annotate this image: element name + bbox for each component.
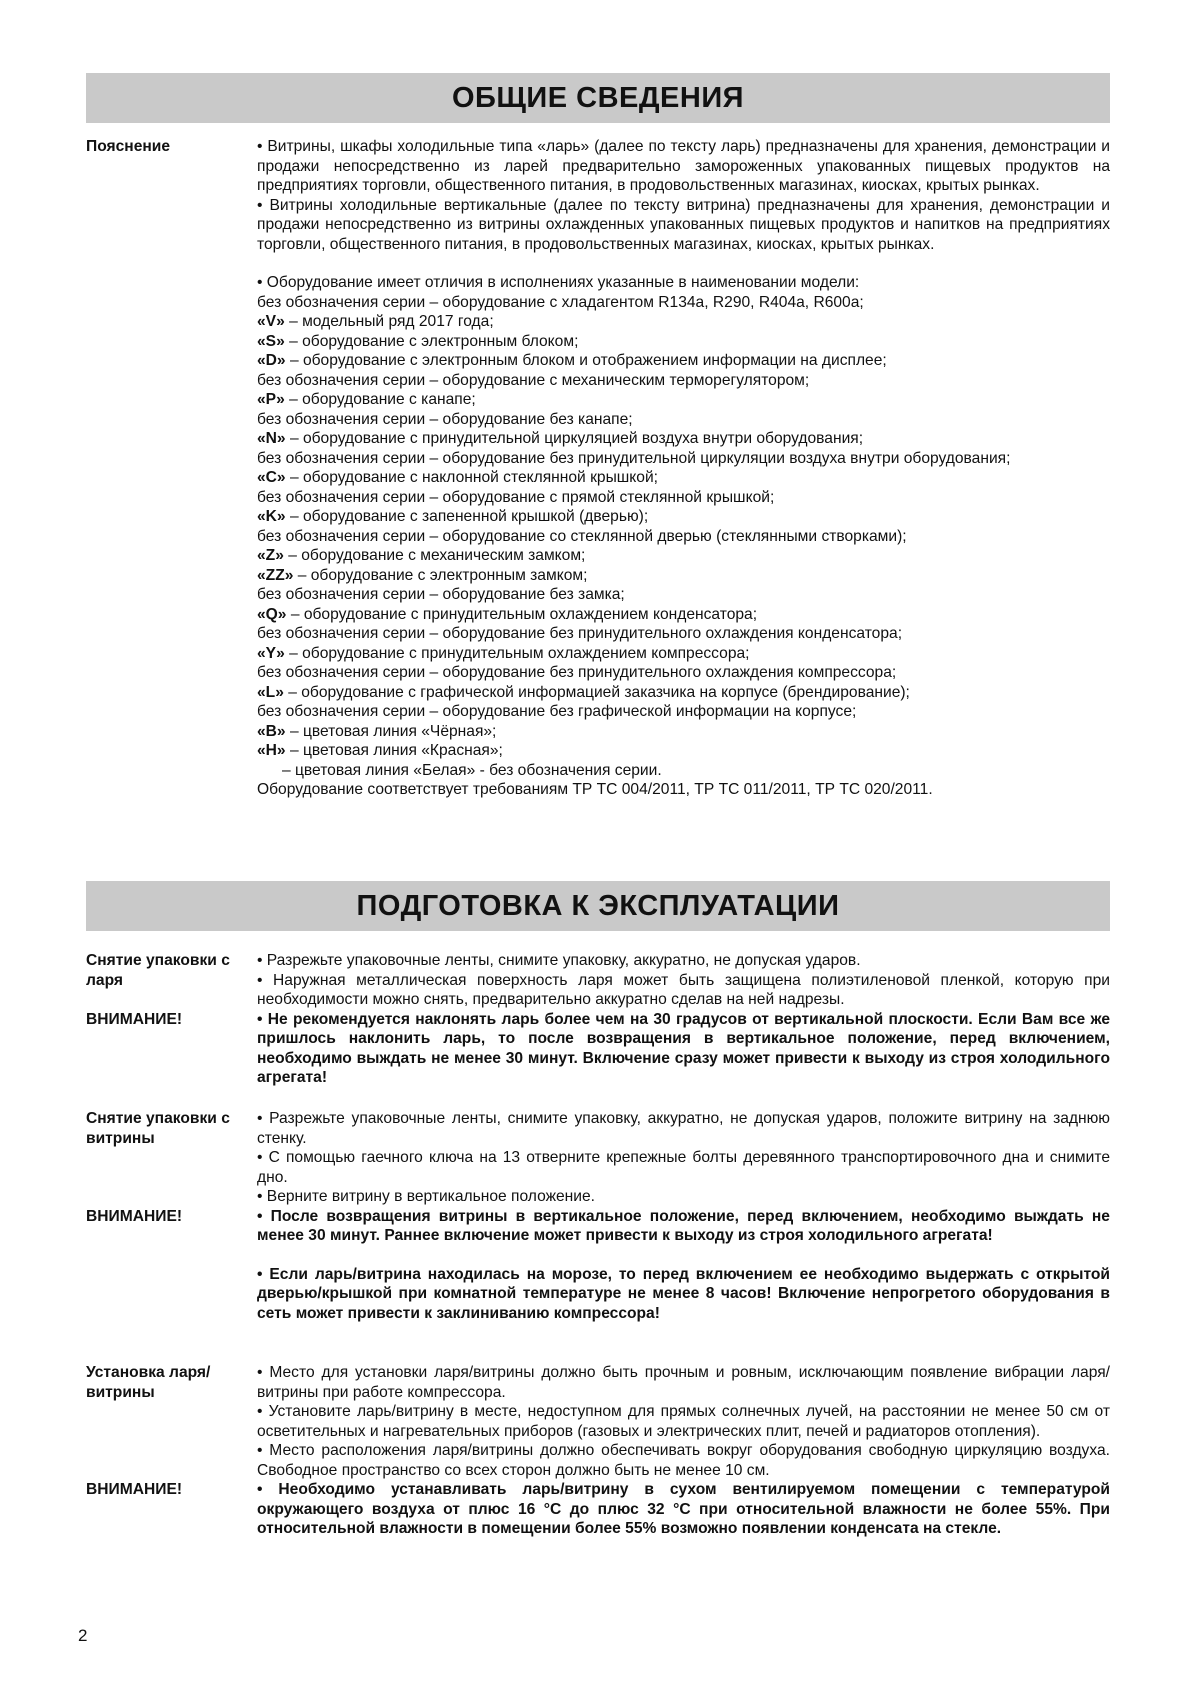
section-title: ПОДГОТОВКА К ЭКСПЛУАТАЦИИ: [356, 889, 840, 922]
series-line: [257, 722, 1110, 742]
series-line: [257, 683, 1110, 703]
series-desc: без обозначения серии – оборудование без принудительного охлаждения компрессора;: [257, 664, 897, 681]
series-line: [257, 605, 1110, 625]
series-code: «ZZ»: [257, 566, 294, 584]
series-code: «Y»: [257, 644, 285, 662]
series-code: «N»: [257, 430, 286, 447]
series-desc: – оборудование с принудительным охлаждением компрессора;: [284, 644, 750, 662]
series-code: «Q»: [257, 605, 287, 623]
series-code: «S»: [257, 332, 285, 350]
series-line: [257, 546, 1110, 566]
general-info-section: [86, 137, 1110, 800]
series-desc: – оборудование с наклонной стеклянной крышкой;: [285, 469, 659, 486]
series-code: «C»: [257, 469, 286, 486]
warning-label: ВНИМАНИЕ!: [86, 1010, 183, 1028]
series-desc: – оборудование с запененной крышкой (дверью);: [285, 508, 649, 525]
series-desc: – оборудование с электронным замком;: [293, 566, 588, 584]
series-line: [257, 410, 1110, 430]
warning-label: ВНИМАНИЕ!: [86, 1207, 183, 1225]
section-header-general: [86, 73, 1110, 123]
series-line: [257, 741, 1110, 761]
series-code: «D»: [257, 352, 286, 369]
series-desc: без обозначения серии – оборудование с механическим терморегулятором;: [257, 371, 810, 389]
series-line-white: – цветовая линия «Белая» - без обозначения серии.: [282, 761, 662, 779]
series-code: «Z»: [257, 547, 284, 564]
list-item: • С помощью гаечного ключа на 13 отверните крепежные болты деревянного транспортировочного дна и снимите дно.: [257, 1149, 1110, 1186]
paragraph: • Витрины, шкафы холодильные типа «ларь» (далее по тексту ларь) предназначены для хранения, демонстрации и продажи непосредственно из ларей предварительно замороженных упакованных пищевых продуктов на предприятиях торговли, общественного питания, в продовольственных магазинах, киосках, крытых рынках.: [257, 138, 1110, 194]
series-desc: – цветовая линия «Красная»;: [285, 742, 503, 759]
series-desc: – оборудование с графической информацией заказчика на корпусе (брендирование);: [283, 683, 910, 701]
block-label: Установка ларя/ витрины: [86, 1364, 211, 1401]
series-line: [257, 585, 1110, 605]
series-desc: – оборудование с механическим замком;: [283, 547, 586, 564]
series-desc: – оборудование с электронным блоком;: [284, 332, 579, 350]
series-desc: – оборудование с электронным блоком и отображением информации на дисплее;: [285, 352, 887, 369]
list-item: • Место расположения ларя/витрины должно обеспечивать вокруг оборудования свободную циркуляцию воздуха. Свободное пространство со всех сторон должно быть не менее 10 см.: [257, 1442, 1110, 1479]
block-unpack-showcase: [86, 1109, 1110, 1323]
series-desc: – оборудование с канапе;: [284, 391, 476, 408]
series-line: [257, 351, 1110, 371]
warning-text: • Не рекомендуется наклонять ларь более чем на 30 градусов от вертикальной плоскости. Если Вам все же пришлось наклонить ларь, то после возвращения в вертикальное положение, перед включением, необходимо выждать не менее 30 минут. Включение сразу может привести к выходу из строя холодильного агрегата!: [257, 1010, 1110, 1086]
explanation-label: Пояснение: [86, 138, 171, 155]
series-desc: – оборудование с принудительной циркуляцией воздуха внутри оборудования;: [285, 430, 864, 447]
series-line: [257, 663, 1110, 683]
section-title: ОБЩИЕ СВЕДЕНИЯ: [451, 81, 745, 114]
series-line: [257, 644, 1110, 664]
series-desc: – оборудование с принудительным охлаждением конденсатора;: [286, 605, 758, 623]
paragraph: • Витрины холодильные вертикальные (далее по тексту витрина) предназначены для хранения, демонстрации и продажи непосредственно из витрины охлажденных упакованных пищевых продуктов и напитков на предприятиях торговли, общественного питания, в продовольственных магазинах, киосках, крытых рынках.: [257, 196, 1110, 253]
page-number: 2: [78, 1626, 88, 1645]
series-line: [257, 429, 1110, 449]
series-line: [257, 312, 1110, 332]
series-desc: без обозначения серии – оборудование со стеклянной дверью (стеклянными створками);: [257, 527, 907, 545]
warning-text: • Если ларь/витрина находилась на морозе, то перед включением ее необходимо выдержать с открытой дверью/крышкой при комнатной температуре не менее 8 часов! Включение непрогретого оборудования в сеть может привести к заклиниванию компрессора!: [257, 1265, 1110, 1322]
series-line: [257, 488, 1110, 508]
series-line: [257, 371, 1110, 391]
series-line: [257, 624, 1110, 644]
block-installation: [86, 1363, 1110, 1539]
list-item: • Место для установки ларя/витрины должно быть прочным и ровным, исключающим появление вибрации ларя/витрины при работе компрессора.: [257, 1364, 1110, 1401]
list-item: • Наружная металлическая поверхность ларя может быть защищена полиэтиленовой пленкой, которую при необходимости можно снять, предварительно аккуратно сделав на ней надрезы.: [257, 971, 1110, 1008]
series-desc: без обозначения серии – оборудование без графической информации на корпусе;: [257, 703, 857, 720]
series-intro: • Оборудование имеет отличия в исполнениях указанные в наименовании модели:: [257, 274, 860, 291]
series-line: [257, 507, 1110, 527]
series-code: «H»: [257, 742, 286, 759]
block-label: Снятие упаковки с витрины: [86, 1110, 230, 1147]
series-code: «B»: [257, 722, 286, 740]
series-desc: без обозначения серии – оборудование без принудительной циркуляции воздуха внутри оборудования;: [257, 449, 1011, 467]
series-line: [257, 468, 1110, 488]
section-header-preparation: [86, 881, 1110, 931]
series-code: «P»: [257, 391, 285, 408]
series-desc: без обозначения серии – оборудование без канапе;: [257, 410, 633, 428]
series-line: [257, 293, 1110, 313]
series-line: [257, 566, 1110, 586]
series-desc: без обозначения серии – оборудование с хладагентом R134a, R290, R404a, R600a;: [257, 293, 864, 311]
series-line: [257, 449, 1110, 469]
list-item: • Разрежьте упаковочные ленты, снимите упаковку, аккуратно, не допуская ударов, положите витрину на заднюю стенку.: [257, 1110, 1110, 1147]
series-line: [257, 527, 1110, 547]
series-list: [257, 293, 1110, 761]
warning-text: • После возвращения витрины в вертикальное положение, перед включением, необходимо выждать не менее 30 минут. Раннее включение может привести к выходу из строя холодильного агрегата!: [257, 1207, 1110, 1244]
warning-label: ВНИМАНИЕ!: [86, 1481, 183, 1498]
series-desc: без обозначения серии – оборудование с прямой стеклянной крышкой;: [257, 488, 775, 506]
block-label: Снятие упаковки с ларя: [86, 952, 230, 989]
warning-text: • Необходимо устанавливать ларь/витрину в сухом вентилируемом помещении с температурой окружающего воздуха от плюс 16 °С до плюс 32 °С при относительной влажности не более 55%. При относительной влажности в помещении более 55% возможно появлении конденсата на стекле.: [257, 1481, 1110, 1537]
list-item: • Установите ларь/витрину в месте, недоступном для прямых солнечных лучей, на расстоянии не менее 50 см от осветительных и нагревательных приборов (газовых и электрических плит, печей и радиаторов отопления).: [257, 1403, 1110, 1440]
series-code: «V»: [257, 313, 285, 330]
explanation-content: [257, 137, 1110, 800]
series-line: [257, 332, 1110, 352]
compliance-text: Оборудование соответствует требованиям ТР ТС 004/2011, ТР ТС 011/2011, ТР ТС 020/2011.: [257, 781, 933, 798]
series-line: [257, 702, 1110, 722]
series-desc: без обозначения серии – оборудование без принудительного охлаждения конденсатора;: [257, 625, 903, 642]
series-code: «K»: [257, 508, 286, 525]
series-code: «L»: [257, 683, 284, 701]
list-item: • Разрежьте упаковочные ленты, снимите упаковку, аккуратно, не допуская ударов.: [257, 952, 861, 969]
list-item: • Верните витрину в вертикальное положение.: [257, 1188, 595, 1205]
series-desc: без обозначения серии – оборудование без замка;: [257, 586, 625, 603]
block-unpack-chest: [86, 951, 1110, 1088]
series-desc: – цветовая линия «Чёрная»;: [285, 722, 497, 740]
series-desc: – модельный ряд 2017 года;: [284, 313, 494, 330]
series-line: [257, 390, 1110, 410]
